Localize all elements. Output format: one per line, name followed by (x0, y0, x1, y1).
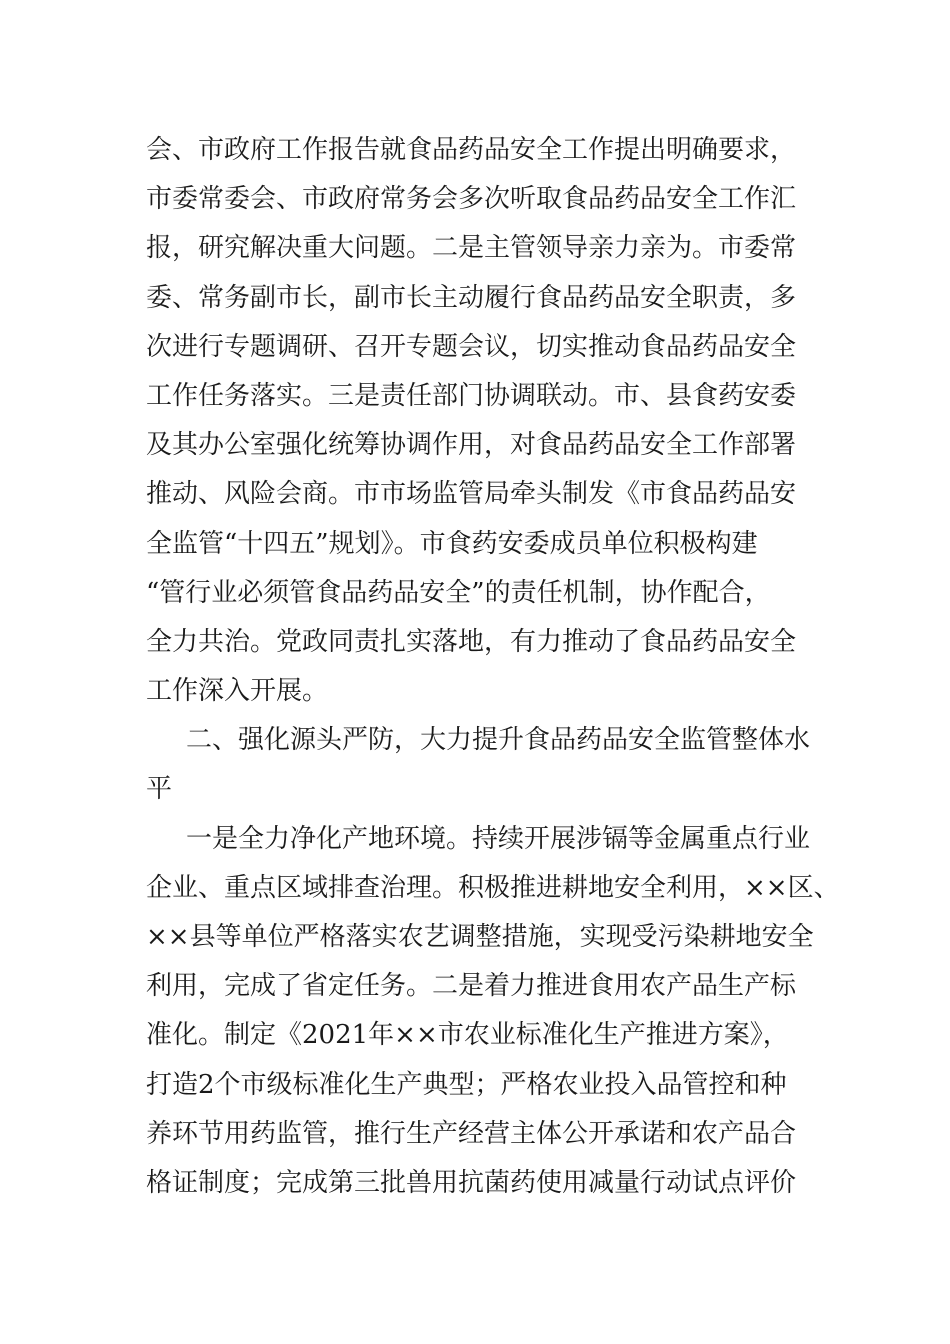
paragraph-line: 利用，完成了省定任务。二是着力推进食用农产品生产标 (146, 971, 797, 1002)
paragraph-line: 工作任务落实。三是责任部门协调联动。市、县食药安委 (146, 380, 797, 411)
paragraph-line: 企业、重点区域排查治理。积极推进耕地安全利用，××区、 (146, 872, 840, 903)
heading-line: 二、强化源头严防，大力提升食品药品安全监管整体水 (186, 725, 811, 756)
paragraph-line: 市委常委会、市政府常务会多次听取食品药品安全工作汇 (146, 184, 797, 215)
heading-line: 平 (146, 774, 173, 805)
paragraph-line: 全监管“十四五”规划》。市食药安委成员单位积极构建 (146, 528, 758, 559)
paragraph-line: 准化。制定《2021年××市农业标准化生产推进方案》， (146, 1020, 789, 1051)
paragraph-line: 养环节用药监管，推行生产经营主体公开承诺和农产品合 (146, 1118, 797, 1149)
paragraph-line: 全力共治。党政同责扎实落地，有力推动了食品药品安全 (146, 626, 797, 657)
paragraph-2 (146, 815, 840, 1209)
paragraph-1 (146, 126, 826, 716)
paragraph-line: 会、市政府工作报告就食品药品安全工作提出明确要求， (146, 135, 797, 165)
paragraph-line: 推动、风险会商。市市场监管局牵头制发《市食品药品安 (146, 479, 797, 510)
document-body (146, 126, 840, 1208)
paragraph-line: 次进行专题调研、召开专题会议，切实推动食品药品安全 (146, 331, 797, 362)
section-heading-2 (146, 716, 826, 814)
paragraph-line: 一是全力净化产地环境。持续开展涉镉等金属重点行业 (186, 823, 811, 854)
paragraph-line: 格证制度；完成第三批兽用抗菌药使用减量行动试点评价 (146, 1167, 797, 1198)
paragraph-line: 委、常务副市长，副市长主动履行食品药品安全职责，多 (146, 282, 797, 313)
paragraph-line: “管行业必须管食品药品安全”的责任机制，协作配合， (146, 577, 771, 608)
paragraph-line: 及其办公室强化统筹协调作用，对食品药品安全工作部署 (146, 430, 797, 461)
paragraph-line: ××县等单位严格落实农艺调整措施，实现受污染耕地安全 (146, 922, 814, 952)
paragraph-line: 工作深入开展。 (146, 676, 329, 707)
paragraph-line: 报，研究解决重大问题。二是主管领导亲力亲为。市委常 (146, 233, 797, 264)
paragraph-line: 打造2个市级标准化生产典型；严格农业投入品管控和种 (146, 1069, 787, 1100)
